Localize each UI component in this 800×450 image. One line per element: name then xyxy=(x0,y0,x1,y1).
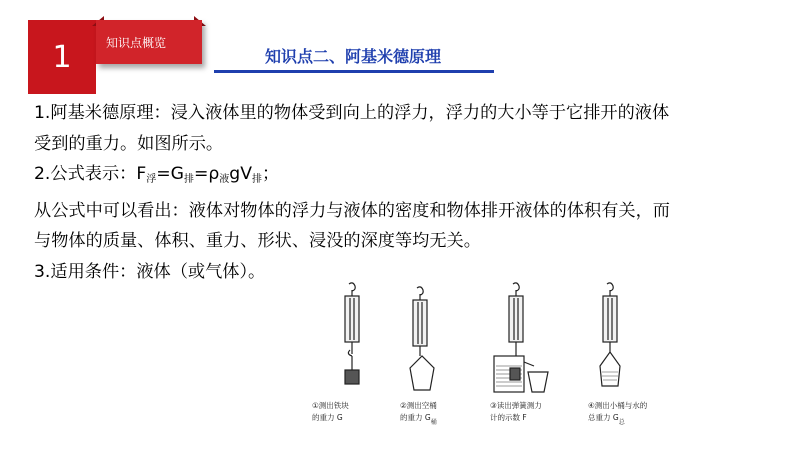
spring-scale-2 xyxy=(413,287,427,356)
formula-eq2: =ρ xyxy=(193,164,220,184)
spring-scale-4 xyxy=(603,283,617,352)
formula-line xyxy=(34,159,782,196)
condition-line: 3.适用条件：液体（或气体）。 xyxy=(34,261,266,282)
topic-title: 知识点二、阿基米德原理 xyxy=(264,47,441,66)
explanation-line-2: 与物体的质量、体积、重力、形状、浸没的深度等均无关。 xyxy=(34,231,481,251)
formula-eq1: =G xyxy=(156,164,184,184)
principle-line-1: 1.阿基米德原理：浸入液体里的物体受到向上的浮力，浮力的大小等于它排开的液体 xyxy=(34,103,670,123)
section-number: 1 xyxy=(52,39,72,75)
principle-line-2: 受到的重力。如图所示。 xyxy=(34,133,224,154)
empty-bucket xyxy=(410,356,434,390)
experiment-illustration xyxy=(312,282,682,400)
explanation-line-1: 从公式中可以看出：液体对物体的浮力与液体的密度和物体排开液体的体积有关，而 xyxy=(34,200,670,221)
lesson-content xyxy=(34,98,782,287)
overview-tag xyxy=(96,20,202,64)
water-bucket xyxy=(600,352,620,386)
section-number-badge xyxy=(28,20,96,94)
topic-underline xyxy=(214,70,494,73)
overview-tag-label: 知识点概览 xyxy=(106,35,167,50)
submerged-block xyxy=(510,368,520,380)
formula-eq3: gV xyxy=(229,164,252,184)
formula-prefix: 2.公式表示：F xyxy=(34,164,147,184)
experiment-figure xyxy=(312,282,682,442)
formula-sub-liquid: 液 xyxy=(219,174,230,185)
caption-step-3: ③读出弹簧测力 计的示数 F xyxy=(490,401,542,422)
catch-bucket xyxy=(528,372,548,392)
formula-end: ； xyxy=(261,164,280,184)
caption-step-1: ①测出铁块 的重力 G xyxy=(312,401,349,422)
iron-block xyxy=(345,370,359,384)
formula-sub-volume: 排 xyxy=(251,174,262,185)
spring-scale-3 xyxy=(509,283,523,356)
formula-sub-displaced: 排 xyxy=(183,174,194,185)
formula-sub-buoyant: 浮 xyxy=(146,174,157,185)
caption-step-4: ④测出小桶与水的 总重力 $G_总$ xyxy=(588,401,648,426)
caption-step-2: ②测出空桶 的重力 $G_桶$ xyxy=(400,401,437,426)
spring-scale-1 xyxy=(345,283,359,356)
